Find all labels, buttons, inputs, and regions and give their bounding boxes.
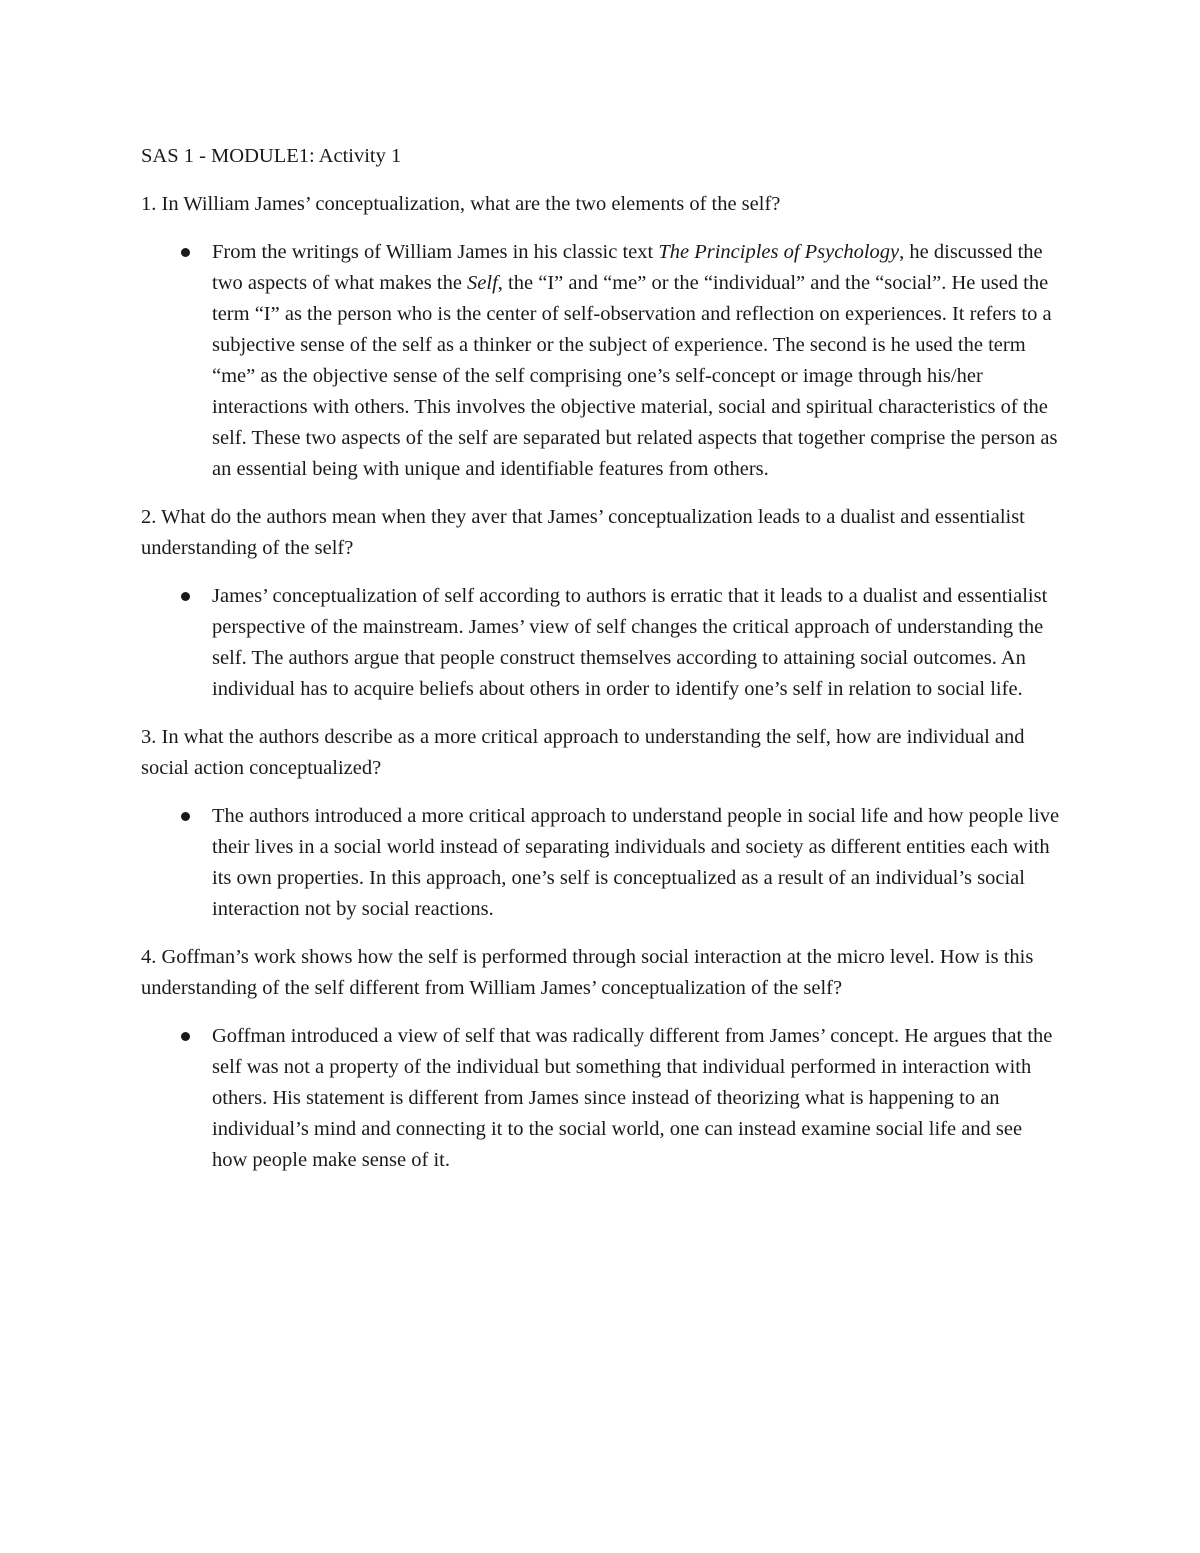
question-3: 3. In what the authors describe as a more critical approach to understanding the self, how are individual and social action conceptualized? — [141, 726, 1025, 779]
answer-list-4 — [141, 1021, 1061, 1176]
answer-1 — [141, 237, 1061, 485]
question-2: 2. What do the authors mean when they aver that James’ conceptualization leads to a dualist and essentialist understanding of the self? — [141, 506, 1025, 559]
answer-2-text: James’ conceptualization of self according to authors is erratic that it leads to a dualist and essentialist perspective of the mainstream. James’ view of self changes the critical approach of understanding the self. The authors argue that people construct themselves according to attaining social outcomes. An individual has to acquire beliefs about others in order to identify one’s self in relation to social life. — [212, 585, 1048, 700]
question-1: 1. In William James’ conceptualization, what are the two elements of the self? — [141, 193, 781, 215]
answer-1-part-3: , the “I” and “me” or the “individual” and the “social”. He used the term “I” as the person who is the center of self-observation and reflection on experiences. It refers to a subjective sense of the self as a thinker or the subject of experience. The second is he used the term “me” as the objective sense of the self comprising one’s self-concept or image through his/her interactions with others. This involves the objective material, social and spiritual characteristics of the self. These two aspects of the self are separated but related aspects that together comprise the person as an essential being with unique and identifiable features from others. — [212, 272, 1058, 480]
answer-4-text: Goffman introduced a view of self that was radically different from James’ concept. He argues that the self was not a property of the individual but something that individual performed in interaction with others. His statement is different from James since instead of theorizing what is happening to an individual’s mind and connecting it to the social world, one can instead examine social life and see how people make sense of it. — [212, 1025, 1053, 1171]
bullet-icon — [181, 812, 190, 821]
answer-1-text — [212, 237, 1061, 485]
answer-1-part-2: , he discussed the two aspects of what makes the — [212, 241, 1043, 294]
self-italic: Self — [467, 272, 498, 294]
bullet-icon — [181, 592, 190, 601]
question-4: 4. Goffman’s work shows how the self is performed through social interaction at the micro level. How is this understanding of the self different from William James’ conceptualization of the self? — [141, 946, 1034, 999]
bullet-icon — [181, 248, 190, 257]
answer-list-1 — [141, 237, 1061, 485]
document-title: SAS 1 - MODULE1: Activity 1 — [141, 145, 402, 167]
answer-3 — [141, 801, 1061, 925]
answer-2 — [141, 581, 1061, 705]
answer-list-3 — [141, 801, 1061, 925]
document-body — [141, 141, 1061, 1193]
bullet-icon — [181, 1032, 190, 1041]
answer-list-2 — [141, 581, 1061, 705]
answer-4 — [141, 1021, 1061, 1176]
answer-3-text: The authors introduced a more critical approach to understand people in social life and how people live their lives in a social world instead of separating individuals and society as different entities each with its own properties. In this approach, one’s self is conceptualized as a result of an individual’s social interaction not by social reactions. — [212, 805, 1060, 920]
book-title-italic: The Principles of Psychology — [658, 241, 900, 263]
answer-1-part-1: From the writings of William James in his classic text — [212, 241, 659, 263]
